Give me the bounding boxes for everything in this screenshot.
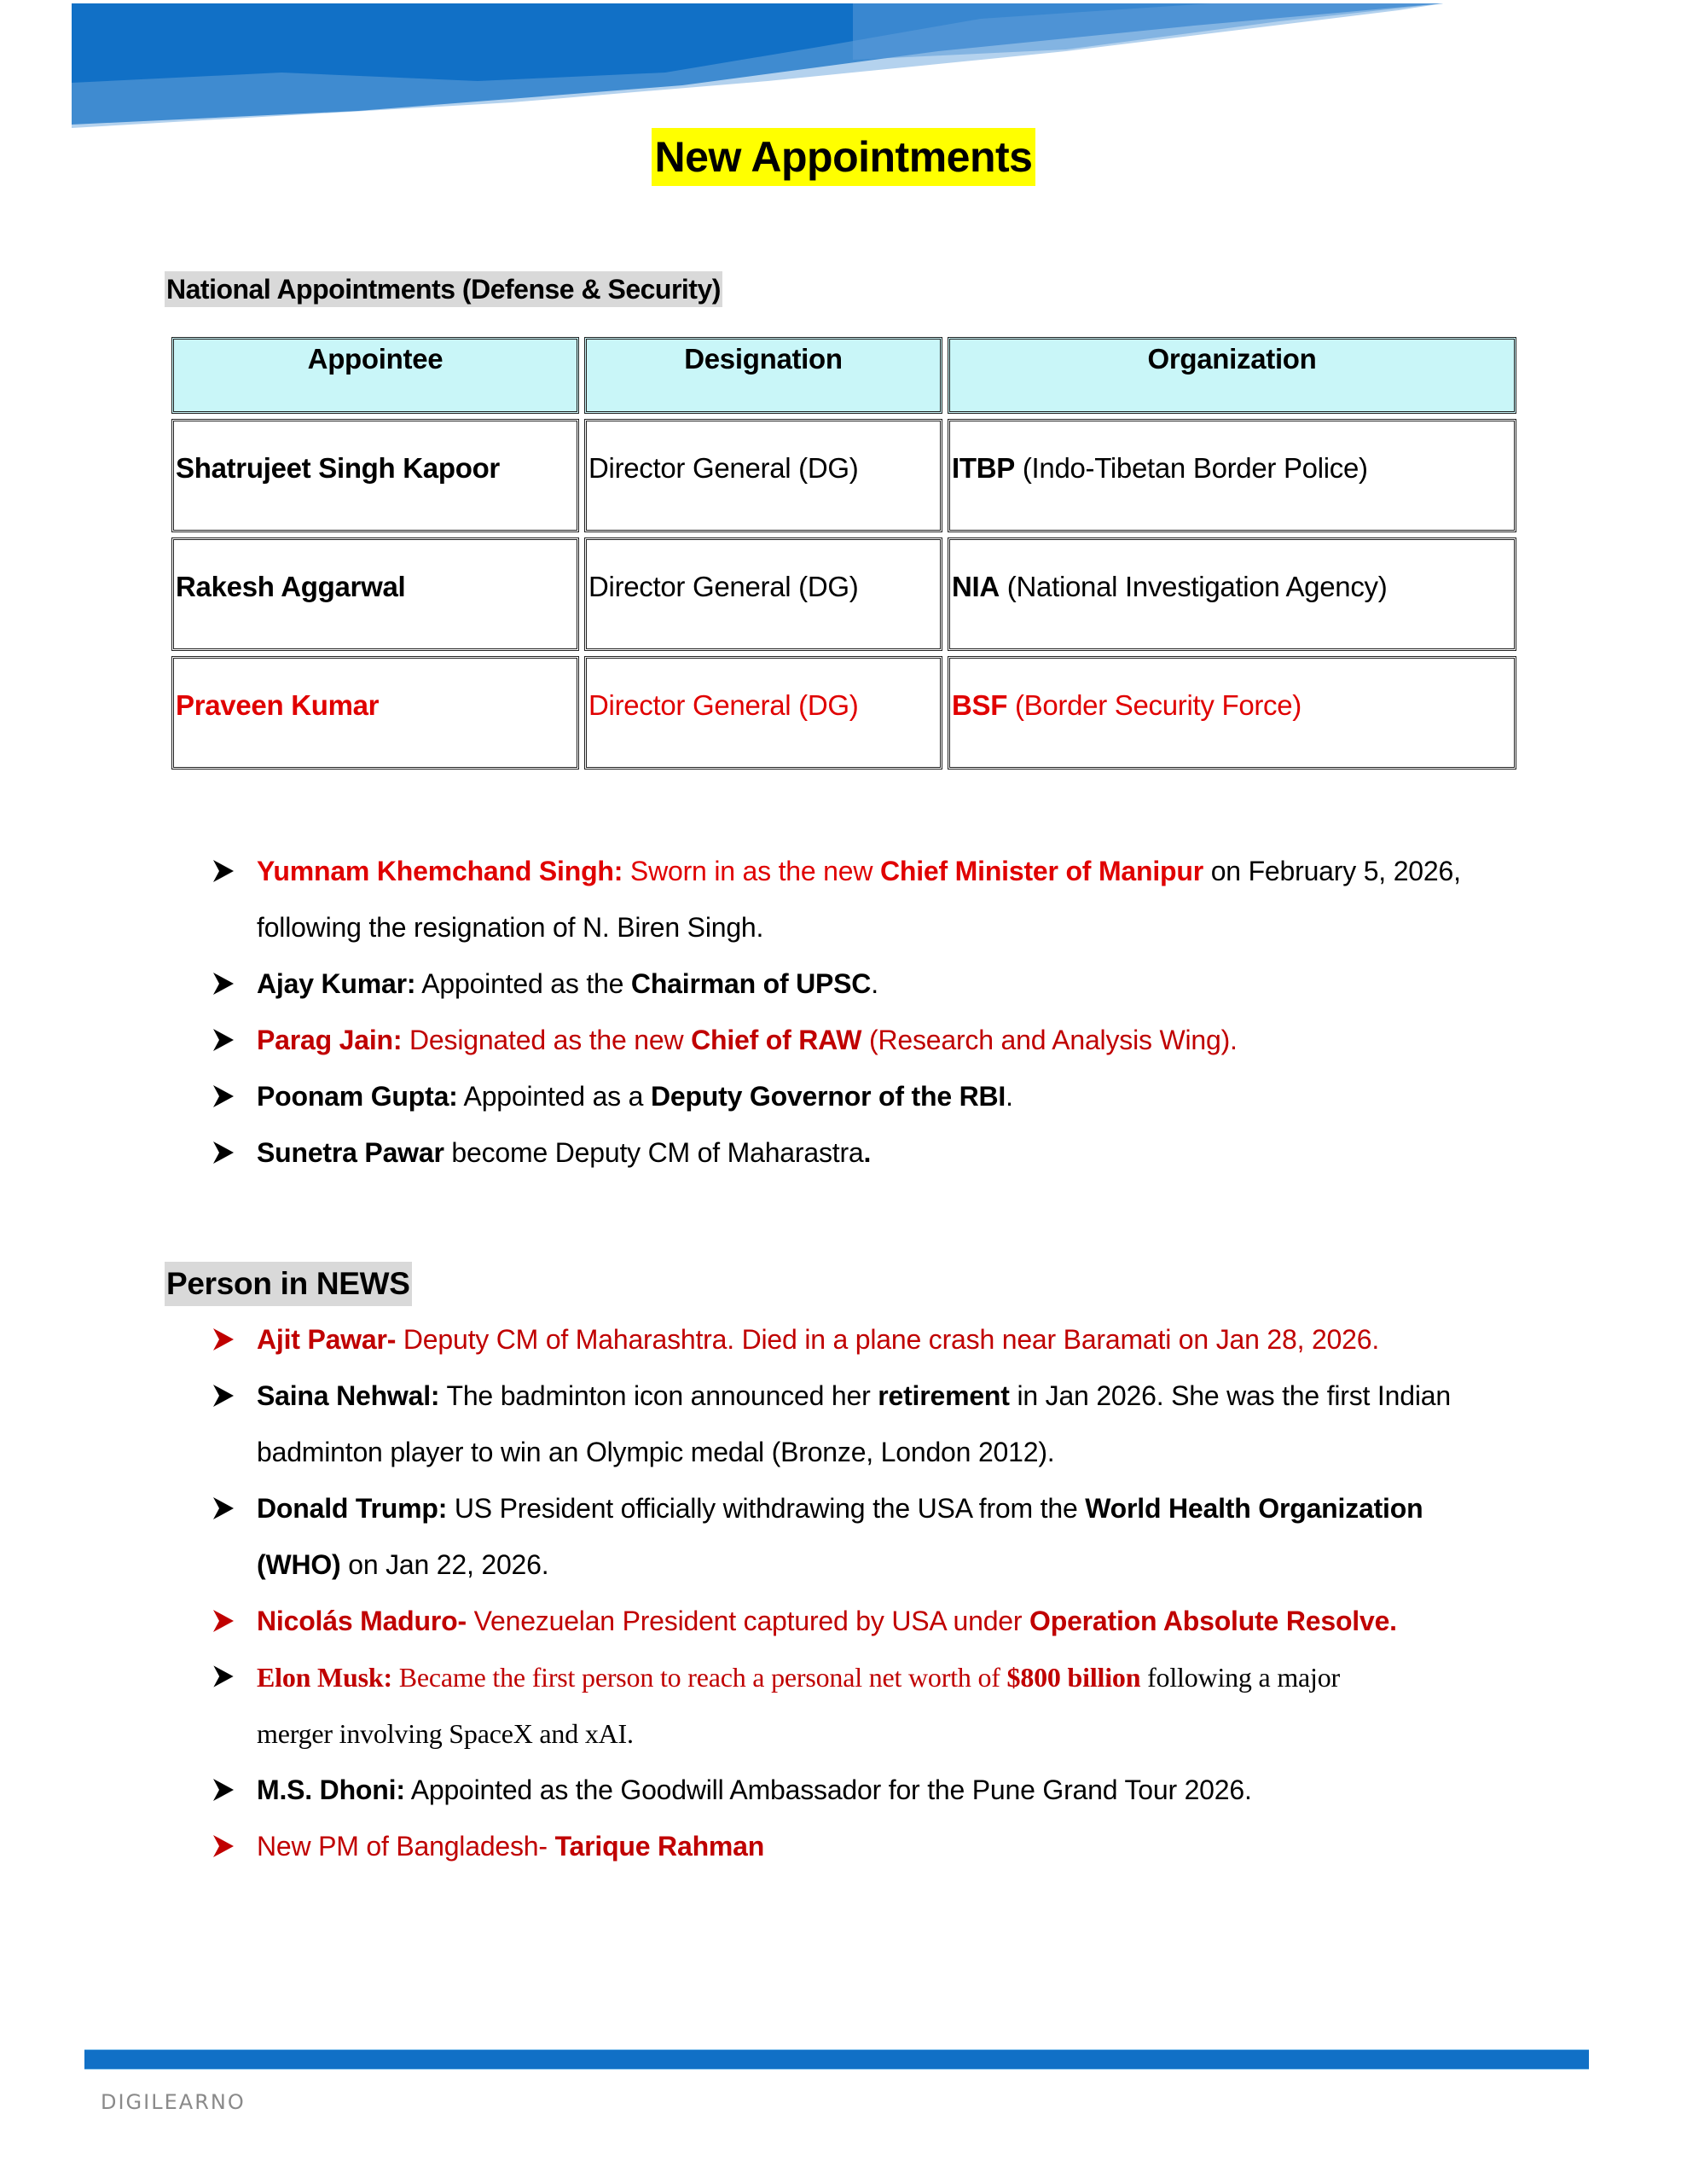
list-item [211, 1311, 1524, 1368]
item-text: on February 5, 2026, [1203, 856, 1461, 886]
item-text: following the resignation of N. Biren Singh. [257, 912, 764, 943]
org-full-name: (Indo-Tibetan Border Police) [1014, 452, 1368, 484]
item-text: Appointed as the [415, 968, 631, 999]
person-name: Ajit Pawar- [257, 1324, 397, 1355]
org-full-name: (National Investigation Agency) [999, 571, 1388, 602]
footer-bar [84, 2049, 1589, 2070]
list-item [211, 1012, 1524, 1068]
item-bold-text: $800 billion [1006, 1662, 1141, 1693]
cell-organization [948, 656, 1516, 770]
list-item [211, 1649, 1524, 1762]
arrowhead-bullet-icon [211, 1124, 236, 1181]
item-text: Became the first person to reach a personal net worth of [391, 1662, 1007, 1693]
cell-appointee: Rakesh Aggarwal [171, 537, 579, 651]
cell-appointee: Shatrujeet Singh Kapoor [171, 419, 579, 532]
list-item [211, 843, 1524, 956]
person-name: Poonam Gupta: [257, 1081, 458, 1112]
cell-organization [948, 537, 1516, 651]
item-text: Appointed as the Goodwill Ambassador for the Pune Grand Tour 2026. [404, 1774, 1252, 1805]
item-text: Deputy CM of Maharashtra. Died in a plane crash near Baramati on Jan 28, 2026. [396, 1324, 1380, 1355]
arrowhead-bullet-icon [211, 1818, 236, 1874]
item-text: become Deputy CM of Maharastra [443, 1137, 864, 1168]
item-bold-text: Deputy Governor of the RBI [650, 1081, 1006, 1112]
item-text: Venezuelan President captured by USA under [466, 1606, 1030, 1636]
item-bold-text: . [863, 1137, 872, 1168]
item-text: Appointed as a [457, 1081, 651, 1112]
cell-designation: Director General (DG) [584, 537, 942, 651]
item-text: badminton player to win an Olympic medal (Bronze, London 2012). [257, 1437, 1055, 1467]
item-text: The badminton icon announced her [439, 1380, 878, 1411]
item-bold-text: Chairman of UPSC [630, 968, 872, 999]
org-full-name: (Border Security Force) [1007, 689, 1302, 721]
org-abbreviation: ITBP [952, 452, 1015, 484]
person-name: M.S. Dhoni: [257, 1774, 405, 1805]
person-name: Yumnam Khemchand Singh: [257, 856, 623, 886]
person-name: Sunetra Pawar [257, 1137, 444, 1168]
person-name: Elon Musk: [257, 1662, 392, 1693]
item-text: Sworn in as the new [623, 856, 880, 886]
cell-organization [948, 419, 1516, 532]
arrowhead-bullet-icon [211, 1649, 236, 1704]
arrowhead-bullet-icon [211, 1012, 236, 1068]
item-bold-text: World Health Organization [1085, 1493, 1423, 1524]
arrowhead-bullet-icon [211, 1593, 236, 1649]
person-in-news-list [211, 1311, 1524, 1874]
arrowhead-bullet-icon [211, 956, 236, 1012]
cell-designation: Director General (DG) [584, 419, 942, 532]
footer-brand: DIGILEARNO [101, 2090, 246, 2114]
item-text: merger involving SpaceX and xAI. [257, 1718, 634, 1749]
item-text: in Jan 2026. She was the first Indian [1009, 1380, 1451, 1411]
list-item [211, 1762, 1524, 1818]
list-item [211, 1480, 1524, 1593]
arrowhead-bullet-icon [211, 1480, 236, 1536]
page-title: New Appointments [652, 128, 1036, 186]
person-name: Tarique Rahman [554, 1831, 765, 1862]
column-header-designation: Designation [584, 337, 942, 414]
section-heading-national: National Appointments (Defense & Security) [165, 271, 722, 307]
item-text: New PM of Bangladesh- [257, 1831, 555, 1862]
table-row-highlighted [171, 656, 1516, 770]
title-container [0, 128, 1687, 186]
item-bold-text: (WHO) [257, 1549, 341, 1580]
person-name: Ajay Kumar: [257, 968, 416, 999]
item-bold-text: Chief of RAW [691, 1025, 862, 1055]
item-text: . [1006, 1081, 1013, 1112]
item-text: following a major [1140, 1662, 1340, 1693]
org-abbreviation: BSF [952, 689, 1008, 721]
person-name: Donald Trump: [257, 1493, 448, 1524]
list-item [211, 1818, 1524, 1874]
item-text: on Jan 22, 2026. [340, 1549, 549, 1580]
list-item [211, 1124, 1524, 1181]
list-item [211, 956, 1524, 1012]
arrowhead-bullet-icon [211, 1762, 236, 1818]
item-text: . [871, 968, 878, 999]
column-header-organization: Organization [948, 337, 1516, 414]
arrowhead-bullet-icon [211, 843, 236, 899]
person-name: Saina Nehwal: [257, 1380, 440, 1411]
cell-appointee: Praveen Kumar [171, 656, 579, 770]
list-item [211, 1368, 1524, 1480]
column-header-appointee: Appointee [171, 337, 579, 414]
arrowhead-bullet-icon [211, 1068, 236, 1124]
table-row [171, 419, 1516, 532]
appointments-table [166, 332, 1522, 775]
item-bold-text: retirement [878, 1380, 1010, 1411]
header-wave-decoration [0, 0, 1687, 145]
national-appointments-list [211, 843, 1524, 1181]
list-item [211, 1593, 1524, 1649]
table-row [171, 537, 1516, 651]
arrowhead-bullet-icon [211, 1311, 236, 1368]
list-item [211, 1068, 1524, 1124]
item-bold-text: Chief Minister of Manipur [879, 856, 1203, 886]
arrowhead-bullet-icon [211, 1368, 236, 1424]
item-text: US President officially withdrawing the USA from the [447, 1493, 1086, 1524]
item-bold-text: Operation Absolute Resolve. [1029, 1606, 1397, 1636]
cell-designation: Director General (DG) [584, 656, 942, 770]
section-heading-person-in-news: Person in NEWS [165, 1262, 412, 1306]
person-name: Parag Jain: [257, 1025, 403, 1055]
item-text: Designated as the new [402, 1025, 692, 1055]
org-abbreviation: NIA [952, 571, 1000, 602]
table-header-row [171, 337, 1516, 414]
item-text: (Research and Analysis Wing). [861, 1025, 1238, 1055]
person-name: Nicolás Maduro- [257, 1606, 467, 1636]
